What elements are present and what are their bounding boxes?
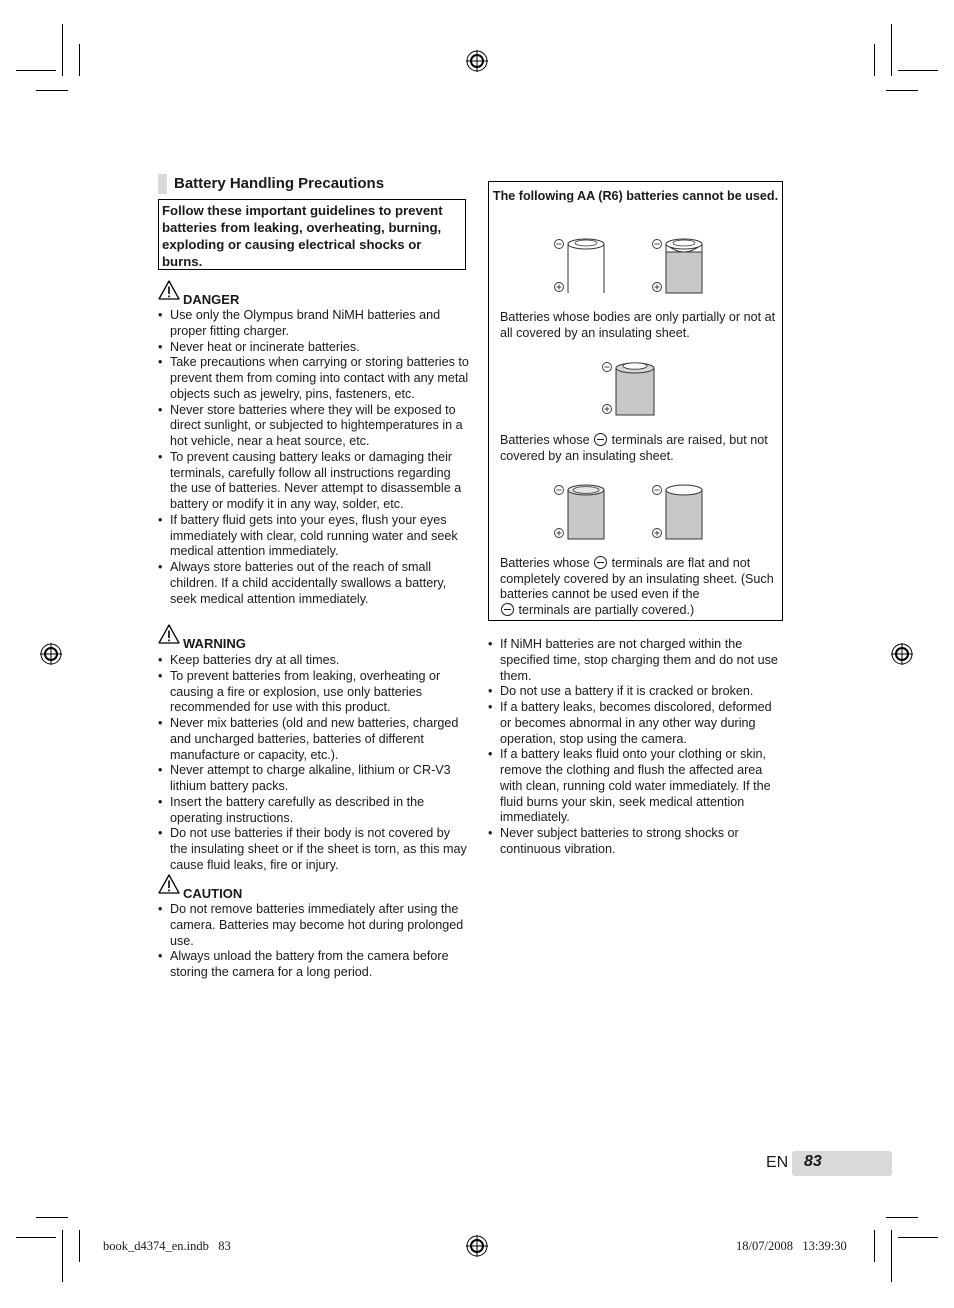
list-item: • Never attempt to charge alkaline, lithium or CR-V3 lithium battery packs.	[158, 763, 470, 795]
crop-mark	[36, 90, 68, 91]
list-item: • If NiMH batteries are not charged within the specified time, stop charging them and do not use them.	[488, 637, 786, 684]
warning-triangle-icon	[158, 624, 180, 644]
crop-mark	[898, 70, 938, 71]
crop-mark	[886, 1217, 918, 1218]
caution-list	[158, 902, 470, 981]
list-item: • To prevent batteries from leaking, overheating or causing a fire or explosion, use only batteries recommended for use with this product.	[158, 669, 470, 716]
warning-triangle-icon	[158, 874, 180, 894]
list-item: • Always unload the battery from the camera before storing the camera for a long period.	[158, 949, 470, 981]
crop-mark	[874, 44, 875, 76]
battery-figure-box	[488, 181, 783, 621]
caption-text: Batteries whose	[500, 556, 590, 570]
section-title: Battery Handling Precautions	[174, 175, 385, 192]
list-item: • Do not remove batteries immediately after using the camera. Batteries may become hot during prolonged use.	[158, 902, 470, 949]
warning-label: WARNING	[183, 636, 246, 651]
battery-notes-list	[488, 637, 786, 858]
heading-bar	[158, 174, 167, 194]
battery-raised-terminal-illustration	[597, 356, 657, 418]
list-item: • Never heat or incinerate batteries.	[158, 340, 470, 356]
crop-mark	[891, 24, 892, 76]
list-item: • Do not use a battery if it is cracked or broken.	[488, 684, 786, 700]
page-number: 83	[804, 1153, 822, 1170]
caption-text: terminals are partially covered.)	[518, 602, 695, 617]
danger-label: DANGER	[183, 292, 240, 307]
caption-text: terminals are raised, but not covered by an insulating sheet.	[500, 433, 768, 463]
caption-text: terminals are flat and not completely covered by an insulating sheet. (Such batteries cannot be used even if the	[500, 556, 774, 602]
list-item: • Always store batteries out of the reach of small children. If a child accidentally swallows a battery, seek medical attention immediately.	[158, 560, 470, 607]
battery-partial-cover-illustration	[647, 234, 707, 296]
danger-list	[158, 308, 470, 607]
crop-mark	[79, 44, 80, 76]
list-item: • To prevent causing battery leaks or damaging their terminals, carefully follow all instructions regarding the use of batteries. Never attempt to disassemble a battery or modify it in any way, solder, etc.	[158, 450, 470, 513]
crop-mark	[36, 1217, 68, 1218]
figure-caption-1: Batteries whose bodies are only partially or not at all covered by an insulating sheet.	[500, 310, 776, 340]
language-label: EN	[766, 1154, 789, 1171]
crop-mark	[62, 24, 63, 76]
list-item: • If a battery leaks, becomes discolored, deformed or becomes abnormal in any other way during operation, stop using the camera.	[488, 700, 786, 747]
warning-list	[158, 653, 470, 874]
footer-timestamp: 18/07/2008 13:39:30	[736, 1239, 847, 1253]
crop-mark	[891, 1230, 892, 1282]
list-item: • Never store batteries where they will be exposed to direct sunlight, or subjected to hightemperatures in a hot vehicle, near a heat source, etc.	[158, 403, 470, 450]
list-item: • Never subject batteries to strong shocks or continuous vibration.	[488, 826, 786, 858]
warning-triangle-icon	[158, 280, 180, 300]
list-item: • Take precautions when carrying or storing batteries to prevent them from coming into contact with any metal objects such as jewelry, pins, fasteners, etc.	[158, 355, 470, 402]
crop-mark	[16, 70, 56, 71]
crop-mark	[62, 1230, 63, 1282]
footer-filename: book_d4374_en.indb 83	[103, 1239, 231, 1253]
battery-uncovered-illustration	[549, 234, 609, 296]
list-item: • Never mix batteries (old and new batteries, charged and uncharged batteries, batteries of different manufacture or capacity, etc.).	[158, 716, 470, 763]
list-item: • If battery fluid gets into your eyes, flush your eyes immediately with clear, cold running water and seek medical attention immediately.	[158, 513, 470, 560]
list-item: • Do not use batteries if their body is not covered by the insulating sheet or if the sheet is torn, as this may cause fluid leaks, fire or injury.	[158, 826, 470, 873]
section-heading	[158, 174, 468, 194]
registration-mark-icon	[466, 50, 488, 72]
crop-mark	[898, 1237, 938, 1238]
battery-flat-terminal-illustration	[647, 480, 707, 542]
registration-mark-icon	[466, 1235, 488, 1257]
figure-caption-3	[500, 556, 776, 618]
caution-label: CAUTION	[183, 886, 243, 901]
figure-caption-2	[500, 433, 776, 464]
crop-mark	[79, 1230, 80, 1262]
list-item: • Insert the battery carefully as described in the operating instructions.	[158, 795, 470, 827]
minus-terminal-icon	[501, 603, 514, 616]
crop-mark	[886, 90, 918, 91]
figure-title: The following AA (R6) batteries cannot be used.	[492, 189, 779, 203]
crop-mark	[16, 1237, 56, 1238]
minus-terminal-icon	[594, 433, 607, 446]
minus-terminal-icon	[594, 556, 607, 569]
list-item: • Use only the Olympus brand NiMH batteries and proper fitting charger.	[158, 308, 470, 340]
guidelines-box: Follow these important guidelines to prevent batteries from leaking, overheating, burning, exploding or causing electrical shocks or burns.	[158, 199, 466, 270]
crop-mark	[874, 1230, 875, 1262]
registration-mark-icon	[891, 643, 913, 665]
list-item: • If a battery leaks fluid onto your clothing or skin, remove the clothing and flush the affected area with clean, running cold water immediately. If the fluid burns your skin, seek medical attention immediately.	[488, 747, 786, 826]
battery-flat-terminal-illustration	[549, 480, 609, 542]
list-item: • Keep batteries dry at all times.	[158, 653, 470, 669]
caption-text: Batteries whose	[500, 433, 590, 447]
registration-mark-icon	[40, 643, 62, 665]
